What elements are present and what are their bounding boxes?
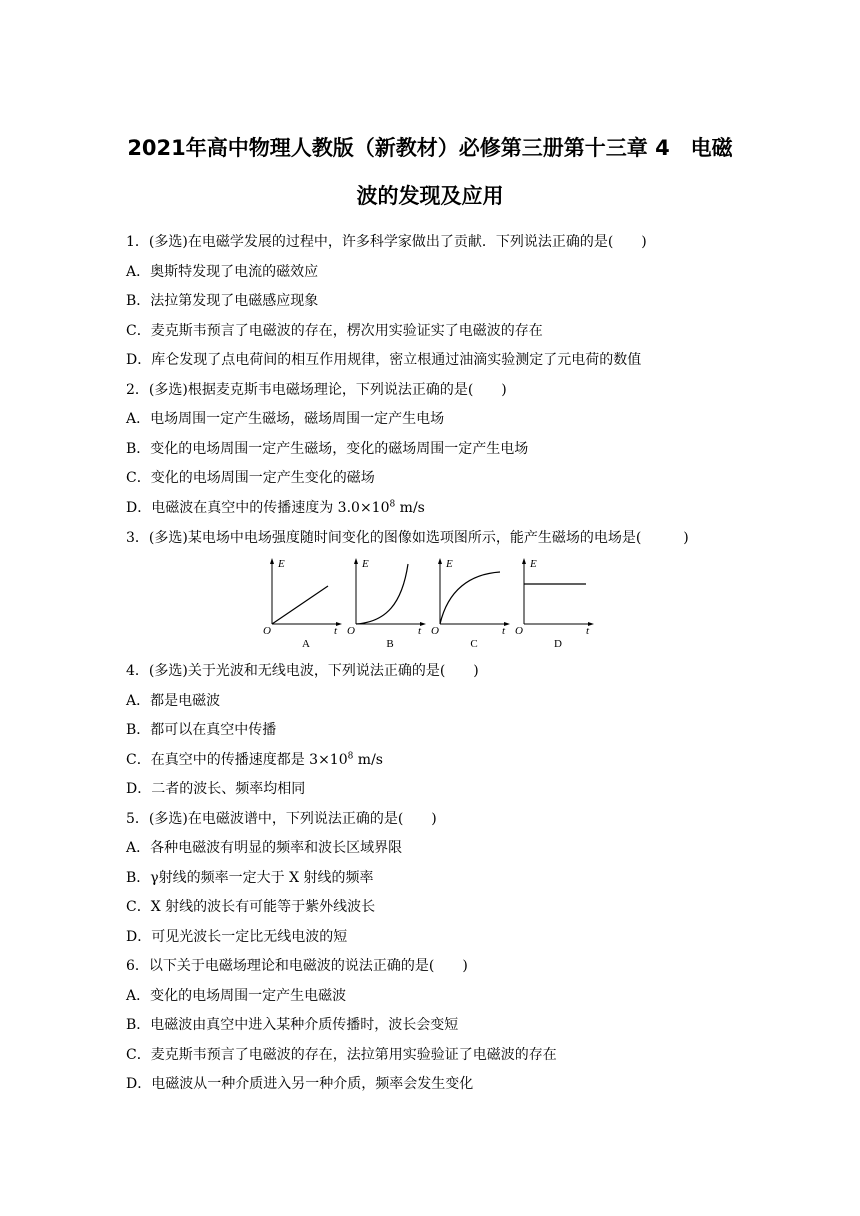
graph-d-label: D [554,638,562,650]
page-title-line-1: 2021年高中物理人教版（新教材）必修第三册第十三章 4 电磁 [127,136,733,160]
q4-option-a: A．都是电磁波 [126,693,221,709]
graph-c-y-label: E [446,558,453,570]
graph-a-y-label: E [278,558,285,570]
graph-b-y-label: E [362,558,369,570]
graph-a-label: A [302,638,310,650]
q5-option-b: B．γ射线的频率一定大于 X 射线的频率 [126,870,374,886]
q2-option-d: D．电磁波在真空中的传播速度为 $3.0\times 10^8$ m/s [126,499,425,516]
graph-d-x-label: t [586,625,590,636]
graph-d-y-label: E [530,558,537,570]
q2-option-a: A．电场周围一定产生磁场，磁场周围一定产生电场 [126,411,445,427]
graph-c-x-label: t [502,625,506,636]
question-1: 1．(多选)在电磁学发展的过程中，许多科学家做出了贡献．下列说法正确的是( ) [126,234,647,250]
graph-b [346,556,426,656]
graph-c-origin: O [431,625,439,636]
q1-option-d: D．库仑发现了点电荷间的相互作用规律，密立根通过油滴实验测定了元电荷的数值 [126,352,642,368]
question-3: 3．(多选)某电场中电场强度随时间变化的图像如选项图所示，能产生磁场的电场是( ) [126,530,689,546]
graph-d [514,556,594,656]
q6-option-c: C．麦克斯韦预言了电磁波的存在，法拉第用实验验证了电磁波的存在 [126,1047,557,1063]
q5-option-d: D．可见光波长一定比无线电波的短 [126,929,348,945]
graph-b-x-label: t [418,625,422,636]
question-4: 4．(多选)关于光波和无线电波，下列说法正确的是( ) [126,663,479,679]
q2-option-b: B．变化的电场周围一定产生磁场，变化的磁场周围一定产生电场 [126,441,529,457]
q1-option-c: C．麦克斯韦预言了电磁波的存在，楞次用实验证实了电磁波的存在 [126,323,543,339]
q5-option-a: A．各种电磁波有明显的频率和波长区域界限 [126,840,403,856]
q4-option-b: B．都可以在真空中传播 [126,722,277,738]
q2-option-c: C．变化的电场周围一定产生变化的磁场 [126,470,375,486]
graph-b-plot [346,556,426,636]
graph-c-label: C [470,638,478,650]
graph-a-x-label: t [334,625,338,636]
graph-a-origin: O [263,625,271,636]
page-title-line-2: 波的发现及应用 [356,184,504,208]
q6-option-b: B．电磁波由真空中进入某种介质传播时，波长会变短 [126,1017,459,1033]
graph-b-origin: O [347,625,355,636]
question-2: 2．(多选)根据麦克斯韦电磁场理论，下列说法正确的是( ) [126,382,507,398]
graph-a [262,556,342,656]
question-5: 5．(多选)在电磁波谱中，下列说法正确的是( ) [126,811,437,827]
q4-option-d: D．二者的波长、频率均相同 [126,781,306,797]
graph-c [430,556,510,656]
q5-option-c: C．X 射线的波长有可能等于紫外线波长 [126,899,376,915]
graph-c-plot [430,556,510,636]
q6-option-a: A．变化的电场周围一定产生电磁波 [126,988,347,1004]
q6-option-d: D．电磁波从一种介质进入另一种介质，频率会发生变化 [126,1076,474,1092]
graph-b-label: B [386,638,394,650]
q4-option-c: C．在真空中的传播速度都是 $3\times 10^8$ m/s [126,751,383,768]
graph-a-plot [262,556,342,636]
q3-graphs-figure [262,556,596,656]
graph-d-origin: O [515,625,523,636]
graph-d-plot [514,556,594,636]
q1-option-a: A．奥斯特发现了电流的磁效应 [126,264,319,280]
question-6: 6．以下关于电磁场理论和电磁波的说法正确的是( ) [126,958,468,974]
q1-option-b: B．法拉第发现了电磁感应现象 [126,293,319,309]
